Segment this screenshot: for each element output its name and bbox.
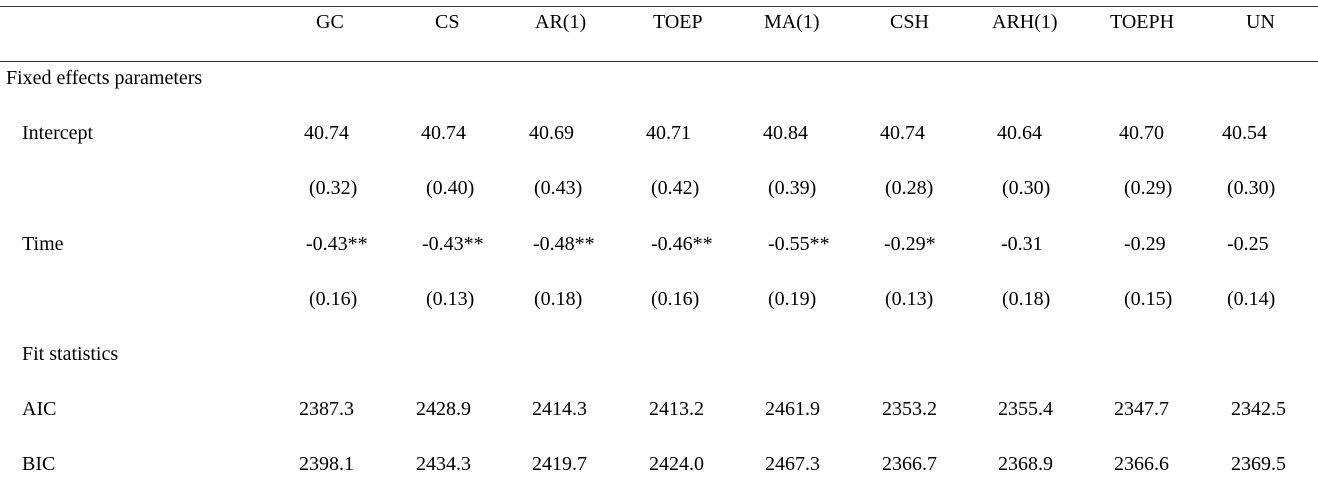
time-standard-error: (0.16) bbox=[651, 288, 700, 310]
bic-value: 2366.6 bbox=[1114, 453, 1169, 475]
row-label-bic: BIC bbox=[22, 453, 56, 475]
bic-value: 2419.7 bbox=[532, 453, 587, 475]
column-header-arh1: ARH(1) bbox=[992, 11, 1058, 33]
column-header-cs: CS bbox=[435, 11, 460, 33]
column-header-un: UN bbox=[1246, 11, 1275, 33]
intercept-standard-error: (0.42) bbox=[651, 177, 700, 199]
intercept-standard-error: (0.30) bbox=[1227, 177, 1276, 199]
column-header-ar1: AR(1) bbox=[535, 11, 587, 33]
intercept-estimate: 40.69 bbox=[529, 122, 574, 144]
time-estimate: -0.43** bbox=[422, 233, 484, 255]
intercept-estimate: 40.84 bbox=[763, 122, 808, 144]
aic-value: 2342.5 bbox=[1231, 398, 1286, 420]
time-estimate: -0.43** bbox=[306, 233, 368, 255]
bic-value: 2398.1 bbox=[299, 453, 354, 475]
row-label-aic: AIC bbox=[22, 398, 57, 420]
time-standard-error: (0.13) bbox=[885, 288, 934, 310]
aic-value: 2353.2 bbox=[882, 398, 937, 420]
time-estimate: -0.25 bbox=[1227, 233, 1269, 255]
intercept-standard-error: (0.40) bbox=[426, 177, 475, 199]
time-standard-error: (0.18) bbox=[534, 288, 583, 310]
aic-value: 2428.9 bbox=[416, 398, 471, 420]
intercept-standard-error: (0.32) bbox=[309, 177, 358, 199]
intercept-standard-error: (0.39) bbox=[768, 177, 817, 199]
time-standard-error: (0.19) bbox=[768, 288, 817, 310]
time-estimate: -0.29 bbox=[1124, 233, 1166, 255]
top-rule bbox=[0, 6, 1318, 7]
row-label-time: Time bbox=[22, 233, 64, 255]
time-standard-error: (0.15) bbox=[1124, 288, 1173, 310]
time-standard-error: (0.18) bbox=[1002, 288, 1051, 310]
intercept-standard-error: (0.28) bbox=[885, 177, 934, 199]
intercept-standard-error: (0.29) bbox=[1124, 177, 1173, 199]
column-header-toep: TOEP bbox=[653, 11, 703, 33]
intercept-estimate: 40.74 bbox=[880, 122, 925, 144]
time-standard-error: (0.13) bbox=[426, 288, 475, 310]
time-estimate: -0.46** bbox=[651, 233, 713, 255]
column-header-gc: GC bbox=[316, 11, 344, 33]
aic-value: 2387.3 bbox=[299, 398, 354, 420]
aic-value: 2347.7 bbox=[1114, 398, 1169, 420]
time-standard-error: (0.14) bbox=[1227, 288, 1276, 310]
intercept-estimate: 40.71 bbox=[646, 122, 691, 144]
bic-value: 2366.7 bbox=[882, 453, 937, 475]
intercept-estimate: 40.64 bbox=[997, 122, 1042, 144]
bic-value: 2368.9 bbox=[998, 453, 1053, 475]
intercept-estimate: 40.54 bbox=[1222, 122, 1267, 144]
column-header-ma1: MA(1) bbox=[764, 11, 820, 33]
time-estimate: -0.48** bbox=[533, 233, 595, 255]
intercept-estimate: 40.70 bbox=[1119, 122, 1164, 144]
time-standard-error: (0.16) bbox=[309, 288, 358, 310]
time-estimate: -0.31 bbox=[1001, 233, 1043, 255]
section-heading-fixed-effects: Fixed effects parameters bbox=[6, 67, 203, 89]
aic-value: 2413.2 bbox=[649, 398, 704, 420]
intercept-standard-error: (0.43) bbox=[534, 177, 583, 199]
intercept-estimate: 40.74 bbox=[421, 122, 466, 144]
intercept-estimate: 40.74 bbox=[304, 122, 349, 144]
bic-value: 2467.3 bbox=[765, 453, 820, 475]
row-label-intercept: Intercept bbox=[22, 122, 94, 144]
aic-value: 2355.4 bbox=[998, 398, 1053, 420]
bic-value: 2369.5 bbox=[1231, 453, 1286, 475]
bic-value: 2424.0 bbox=[649, 453, 704, 475]
time-estimate: -0.55** bbox=[768, 233, 830, 255]
bic-value: 2434.3 bbox=[416, 453, 471, 475]
section-heading-fit-statistics: Fit statistics bbox=[22, 343, 119, 365]
intercept-standard-error: (0.30) bbox=[1002, 177, 1051, 199]
column-header-csh: CSH bbox=[890, 11, 929, 33]
header-rule bbox=[0, 61, 1318, 62]
time-estimate: -0.29* bbox=[884, 233, 936, 255]
aic-value: 2414.3 bbox=[532, 398, 587, 420]
column-header-toeph: TOEPH bbox=[1110, 11, 1175, 33]
aic-value: 2461.9 bbox=[765, 398, 820, 420]
